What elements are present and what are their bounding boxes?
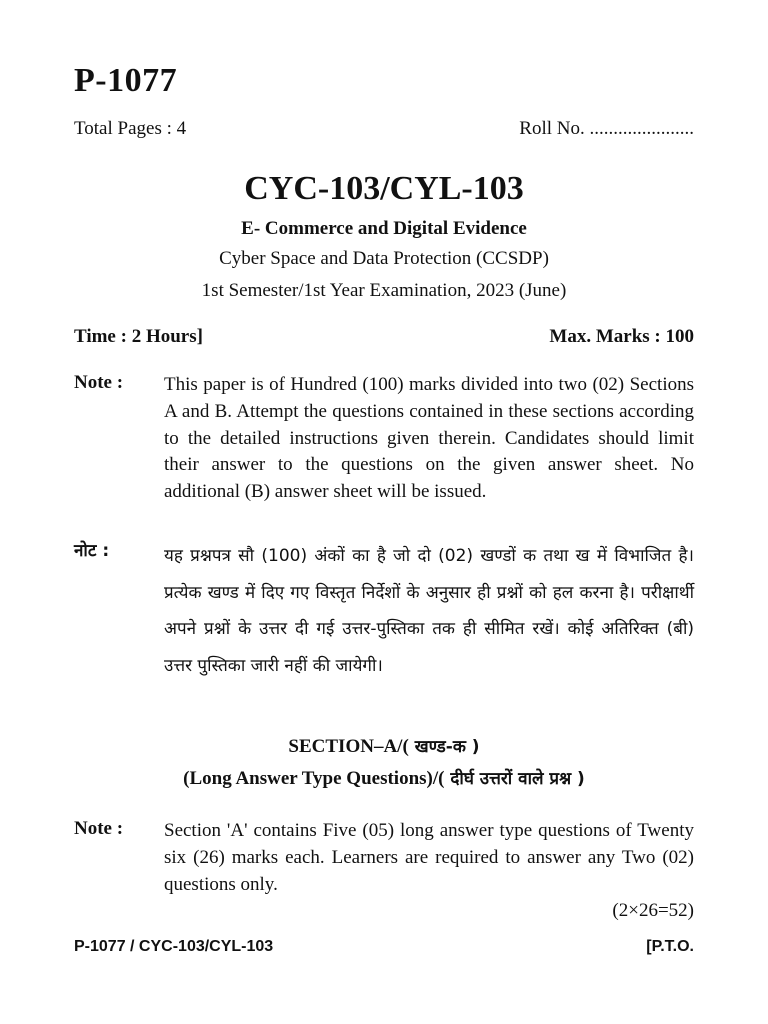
max-marks: Max. Marks : 100 — [549, 326, 694, 347]
exam-page — [74, 0, 694, 1024]
note-english — [74, 372, 694, 532]
section-a-type — [74, 766, 694, 790]
section-a-heading-en: SECTION–A/( — [288, 736, 409, 757]
note-label-hindi: नोट : — [74, 541, 110, 561]
section-a-note — [74, 818, 694, 898]
programme-name: Cyber Space and Data Protection (CCSDP) — [219, 248, 549, 269]
note-text: This paper is of Hundred (100) marks divided into two (02) Sections A and B. Attempt the questions contained in these sections according to the detailed instructions given therein. Candidates should limit their answer to the questions on the given answer sheet. No additional (B) answer sheet will be issued. — [164, 374, 694, 503]
exam-name: 1st Semester/1st Year Examination, 2023 (June) — [201, 280, 567, 301]
note-hindi — [74, 538, 694, 708]
section-a-note-label: Note : — [74, 818, 124, 839]
section-a-marks: (2×26=52) — [612, 900, 694, 921]
total-pages: Total Pages : 4 — [74, 118, 187, 139]
section-a-heading — [74, 734, 694, 758]
roll-no: Roll No. ...................... — [519, 118, 694, 139]
time-allowed: Time : 2 Hours] — [74, 326, 203, 347]
time-marks-row — [74, 326, 694, 348]
page-footer — [74, 938, 694, 956]
course-code-title: CYC-103/CYL-103 — [244, 170, 524, 207]
note-text-hindi: यह प्रश्नपत्र सौ (100) अंकों का है जो दो (02) खण्डों क तथा ख में विभाजित है। प्रत्येक खण्ड में दिए गए विस्तृत निर्देशों के अनुसार ही प्रश्नों को हल करना है। परीक्षार्थी अपने प्रश्नों के उत्तर दी गई उत्तर-पुस्तिका तक ही सीमित रखें। कोई अतिरिक्त (बी) उत्तर पुस्तिका जारी नहीं की जायेगी। — [164, 546, 694, 676]
paper-code: P-1077 — [74, 62, 178, 99]
footer-pto: [P.T.O. — [646, 938, 694, 955]
note-label: Note : — [74, 372, 124, 393]
section-a-type-en: (Long Answer Type Questions)/( — [183, 768, 445, 789]
subject-title: E- Commerce and Digital Evidence — [241, 218, 527, 239]
section-a-heading-hi: खण्ड-क ) — [408, 737, 480, 757]
meta-row — [74, 118, 694, 140]
section-a-note-text: Section 'A' contains Five (05) long answer type questions of Twenty six (26) marks each. Learners are required to answer any Two (02) questions only. — [164, 820, 694, 895]
section-a-type-hi: दीर्घ उत्तरों वाले प्रश्न ) — [444, 769, 585, 789]
footer-code: P-1077 / CYC-103/CYL-103 — [74, 938, 274, 955]
